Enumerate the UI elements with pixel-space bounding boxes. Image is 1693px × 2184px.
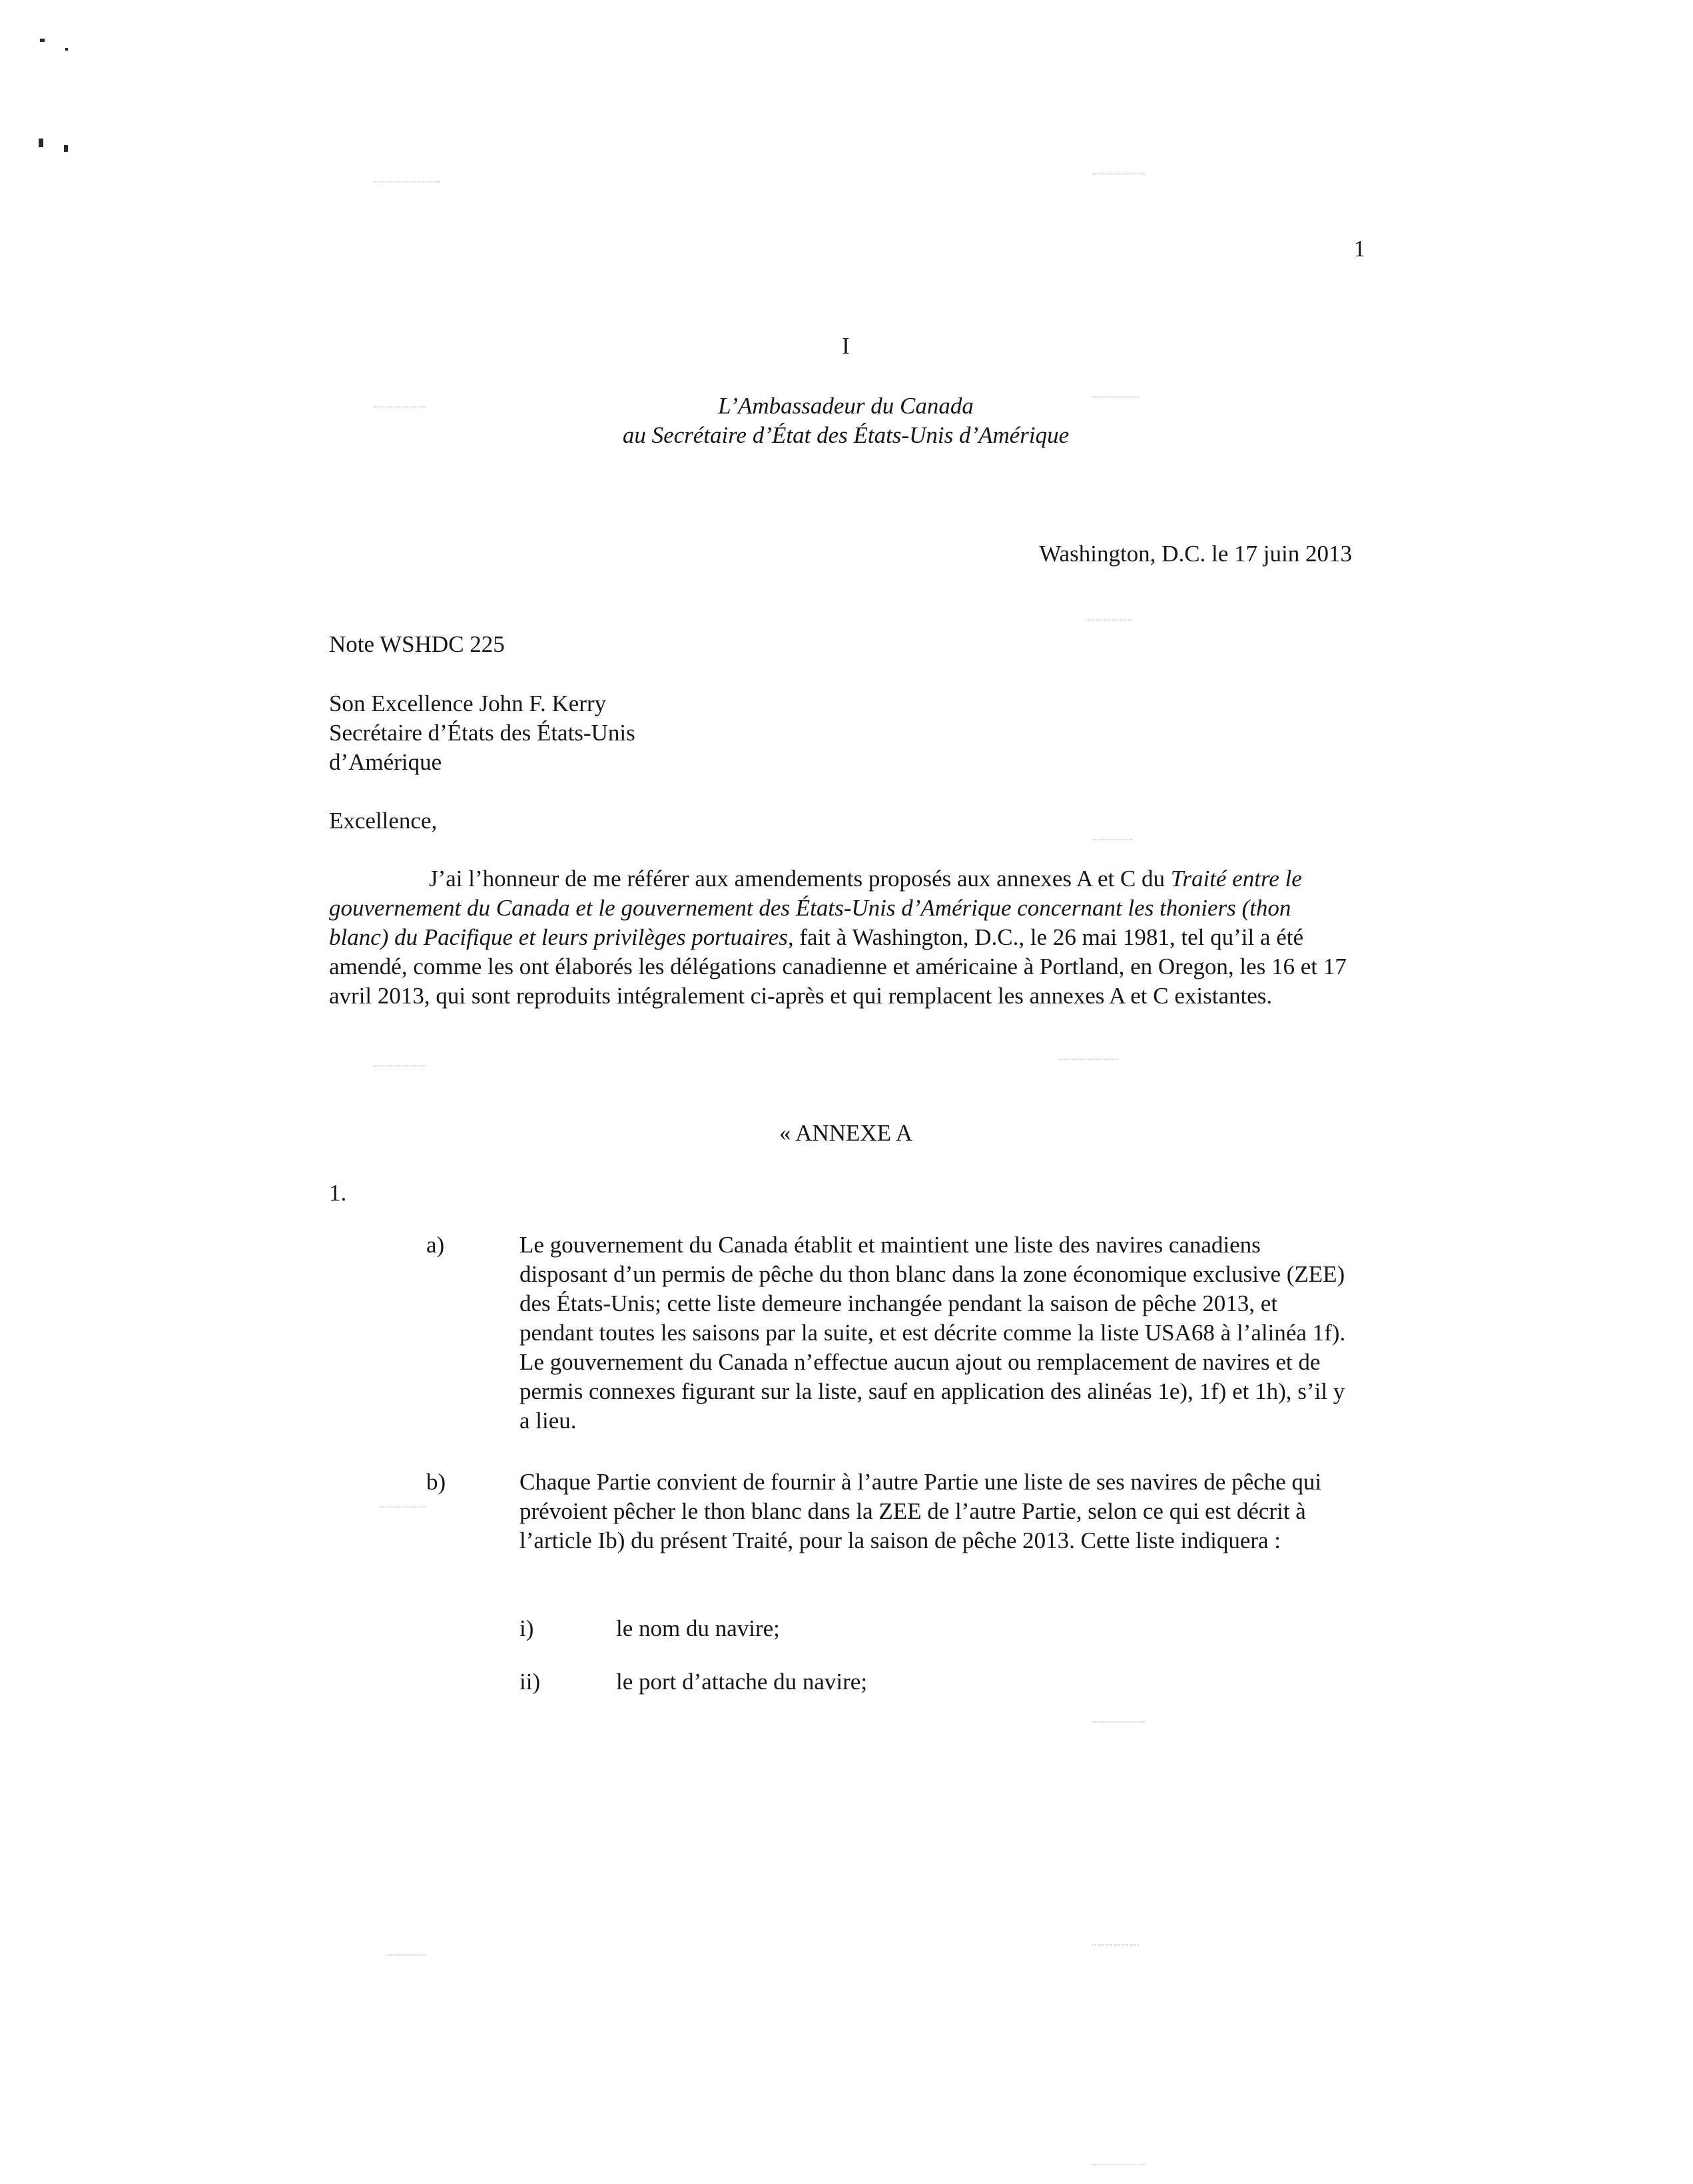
recipient-title: Secrétaire d’États des États-Unis <box>329 720 635 746</box>
note-reference: Note WSHDC 225 <box>329 631 505 657</box>
subitem-label-ii: ii) <box>519 1669 541 1695</box>
scan-bleed-mark <box>373 1065 426 1067</box>
scan-bleed-mark <box>373 181 440 182</box>
section-numeral: I <box>842 333 850 359</box>
scan-bleed-mark <box>373 406 426 408</box>
scan-speck <box>65 48 68 51</box>
scan-bleed-mark <box>1092 839 1132 840</box>
scan-bleed-mark <box>1059 1059 1119 1060</box>
subitem-text-ii: le port d’attache du navire; <box>616 1669 868 1695</box>
scan-bleed-mark <box>1086 619 1132 621</box>
intro-text-end: fait à Washington, D.C., le 26 mai 1981, tel qu’il a été amendé, comme les ont élaborés les délégations canadienne et américaine à Portland, en Oregon, les 16 et 17 avril 2013, qui sont reproduits intégralement ci-après et qui remplacent les annexes A et C existantes. <box>329 924 1347 1009</box>
intro-paragraph <box>329 864 1351 1011</box>
date-line: Washington, D.C. le 17 juin 2013 <box>1039 541 1352 567</box>
sender-line: L’Ambassadeur du Canada <box>718 393 974 419</box>
scan-speck <box>64 145 68 152</box>
subitem-text-i: le nom du navire; <box>616 1615 780 1641</box>
item-label-b: b) <box>426 1469 446 1495</box>
scan-speck <box>40 39 45 42</box>
scan-speck <box>39 138 43 147</box>
scan-bleed-mark <box>386 1954 426 1956</box>
recipient-block <box>329 689 928 777</box>
scan-bleed-mark <box>1092 1944 1139 1946</box>
item-text-a: Le gouvernement du Canada établit et maintient une liste des navires canadiens disposant d’un permis de pêche du thon blanc dans la zone économique exclusive (ZEE) des États-Unis; cette liste demeure inchangée pendant la saison de pêche 2013, et pendant toutes les saisons par la suite, et est décrite comme la liste USA68 à l’alinéa 1f). Le gouvernement du Canada n’effectue aucun ajout ou remplacement de navires et de permis connexes figurant sur la liste, sauf en application des alinéas 1e), 1f) et 1h), s’il y a lieu. <box>519 1232 1346 1434</box>
scan-bleed-mark <box>1092 1721 1146 1723</box>
scan-bleed-mark <box>1092 173 1146 174</box>
page-number: 1 <box>1353 236 1365 262</box>
recipient-name: Son Excellence John F. Kerry <box>329 690 607 716</box>
scan-bleed-mark <box>380 1506 426 1507</box>
addressee-line: au Secrétaire d’État des États-Unis d’Amérique <box>622 422 1070 448</box>
scan-bleed-mark <box>1092 2164 1146 2165</box>
intro-text-start: J’ai l’honneur de me référer aux amendements proposés aux annexes A et C du <box>429 866 1171 892</box>
subitem-label-i: i) <box>519 1615 534 1641</box>
recipient-title-cont: d’Amérique <box>329 749 442 775</box>
annex-heading: « ANNEXE A <box>779 1120 913 1146</box>
treaty-title: Traité entre le gouvernement du Canada et le gouvernement des États-Unis d’Amérique concernant les thoniers (thon blanc) du Pacifique et leurs privilèges portuaires, <box>329 866 1302 950</box>
item-label-a: a) <box>426 1232 445 1258</box>
salutation: Excellence, <box>329 808 438 834</box>
item-text-b: Chaque Partie convient de fournir à l’autre Partie une liste de ses navires de pêche qui prévoient pêcher le thon blanc dans la ZEE de l’autre Partie, selon ce qui est décrit à l’article Ib) du présent Traité, pour la saison de pêche 2013. Cette liste indiquera : <box>519 1469 1322 1553</box>
section-number: 1. <box>329 1180 347 1206</box>
